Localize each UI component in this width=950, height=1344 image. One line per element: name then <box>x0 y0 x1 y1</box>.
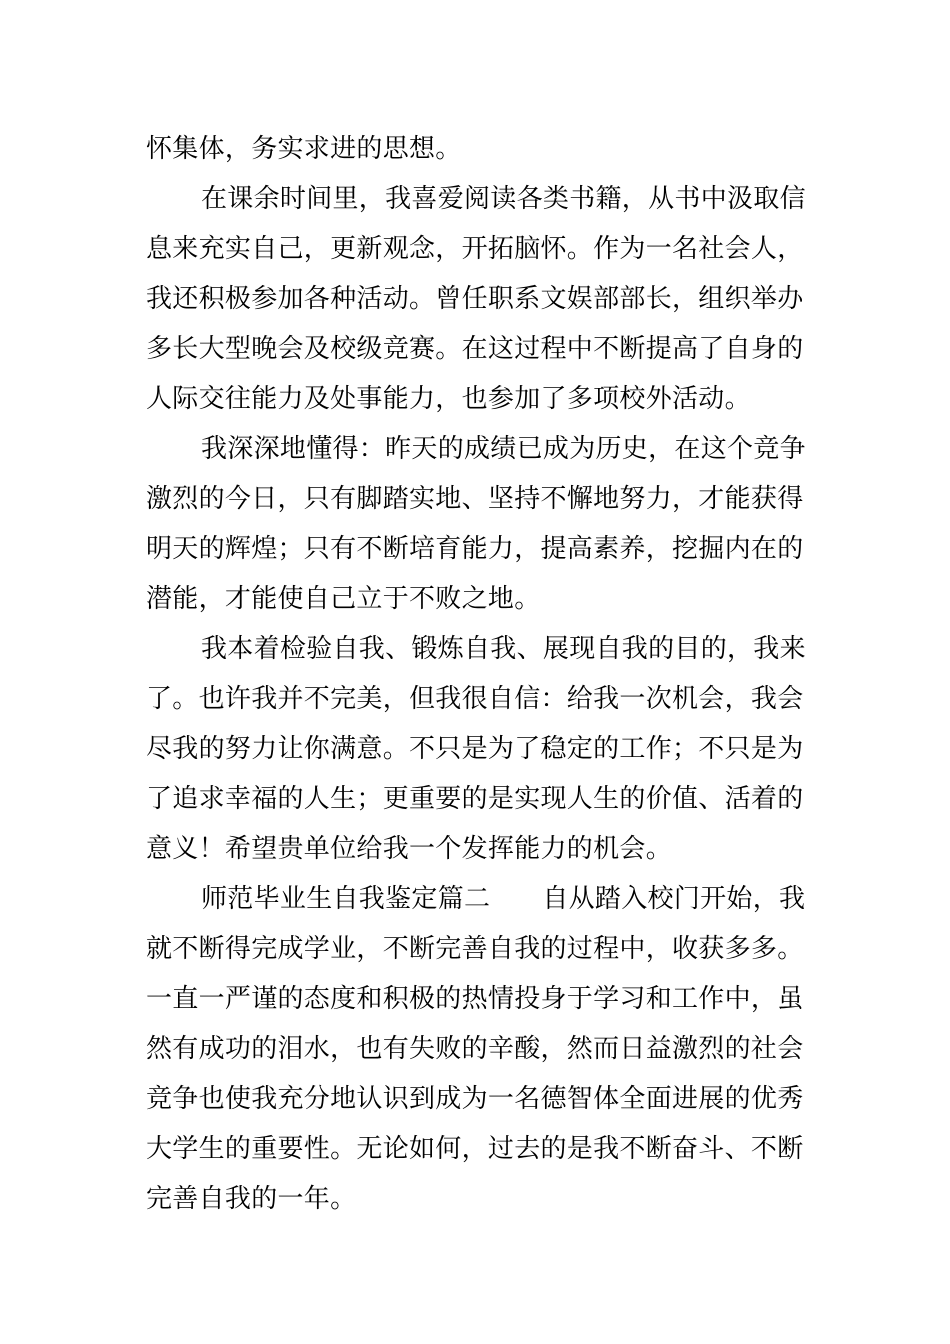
paragraph-4-line-3: 尽我的努力让你满意。不只是为了稳定的工作；不只是为 <box>146 734 804 764</box>
paragraph-2-line-4: 多长大型晚会及校级竞赛。在这过程中不断提高了自身的 <box>146 334 804 364</box>
paragraph-4-line-5: 意义！希望贵单位给我一个发挥能力的机会。 <box>146 834 673 864</box>
paragraph-4-line-4: 了追求幸福的人生；更重要的是实现人生的价值、活着的 <box>146 784 804 814</box>
paragraph-2-line-3: 我还积极参加各种活动。曾任职系文娱部部长，组织举办 <box>146 284 804 314</box>
paragraph-4-line-1: 我本着检验自我、锻炼自我、展现自我的目的，我来 <box>201 634 806 664</box>
paragraph-4-line-2: 了。也许我并不完美，但我很自信：给我一次机会，我会 <box>146 684 804 714</box>
document-body <box>146 124 808 1224</box>
paragraph-2-line-1: 在课余时间里，我喜爱阅读各类书籍，从书中汲取信 <box>201 184 806 214</box>
paragraph-2-line-2: 息来充实自己，更新观念，开拓脑怀。作为一名社会人， <box>146 234 804 264</box>
paragraph-5-line-1 <box>146 874 808 924</box>
paragraph-2-line-5: 人际交往能力及处事能力，也参加了多项校外活动。 <box>146 384 751 414</box>
paragraph-5-line-6: 大学生的重要性。无论如何，过去的是我不断奋斗、不断 <box>146 1134 804 1164</box>
paragraph-1-line-1: 怀集体，务实求进的思想。 <box>146 134 462 164</box>
paragraph-3-line-1: 我深深地懂得：昨天的成绩已成为历史，在这个竞争 <box>201 434 806 464</box>
paragraph-3-line-2: 激烈的今日，只有脚踏实地、坚持不懈地努力，才能获得 <box>146 484 804 514</box>
paragraph-5-line-7: 完善自我的一年。 <box>146 1184 357 1214</box>
paragraph-5-line-2: 就不断得完成学业，不断完善自我的过程中，收获多多。 <box>146 934 804 964</box>
paragraph-5-line-4: 然有成功的泪水，也有失败的辛酸，然而日益激烈的社会 <box>146 1034 804 1064</box>
section-heading: 师范毕业生自我鉴定篇二 <box>201 884 491 914</box>
paragraph-5-line-5: 竞争也使我充分地认识到成为一名德智体全面进展的优秀 <box>146 1084 804 1114</box>
paragraph-3-line-3: 明天的辉煌；只有不断培育能力，提高素养，挖掘内在的 <box>146 534 804 564</box>
paragraph-5-line-3: 一直一严谨的态度和积极的热情投身于学习和工作中，虽 <box>146 984 804 1014</box>
paragraph-3-line-4: 潜能，才能使自己立于不败之地。 <box>146 584 541 614</box>
paragraph-5-line-1-text: 自从踏入校门开始，我 <box>542 884 806 914</box>
